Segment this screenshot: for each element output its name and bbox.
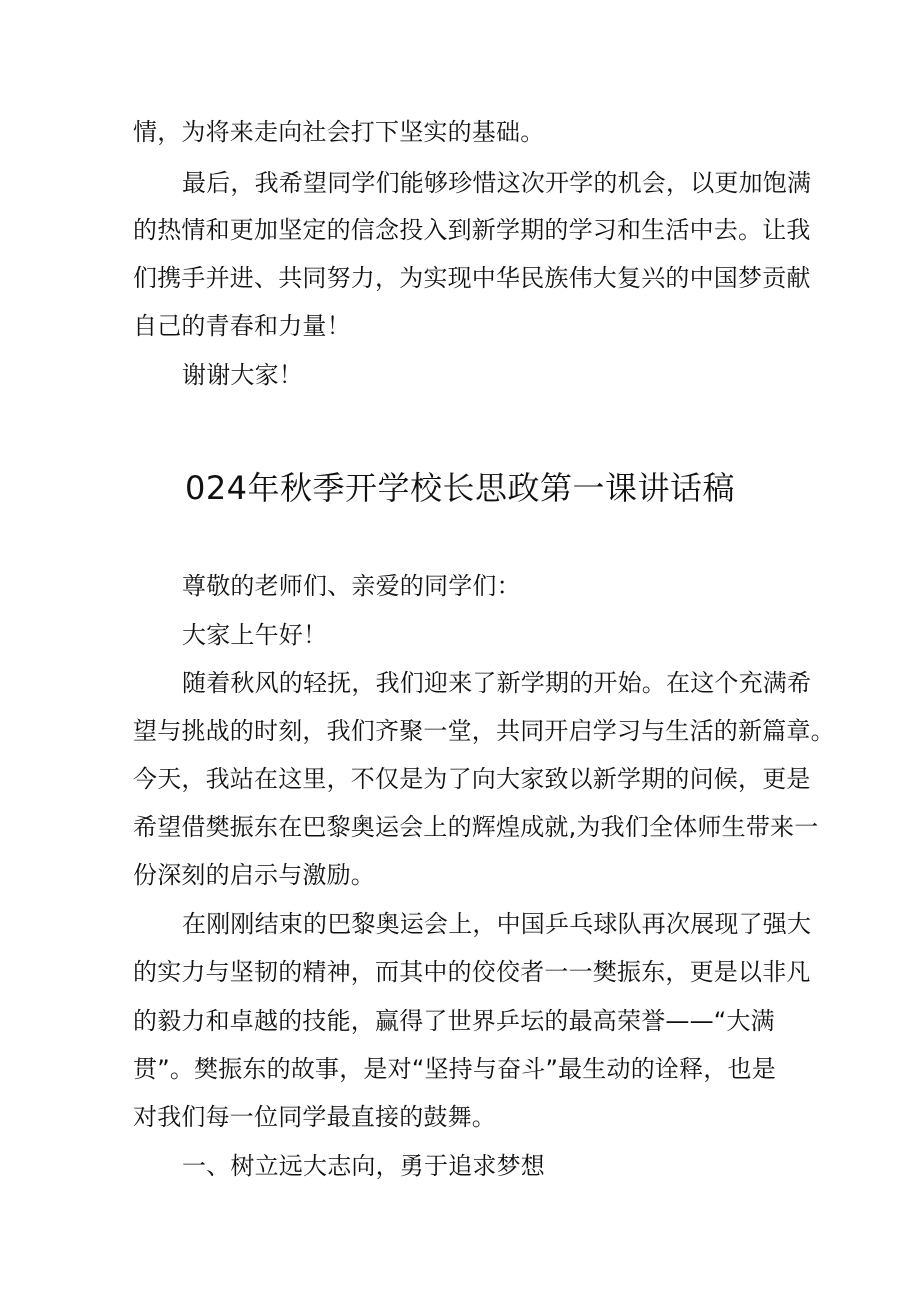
paragraph-line: 的热情和更加坚定的信念投入到新学期的学习和生活中去。让我: [133, 216, 811, 244]
paragraph-line: 份深刻的启示与激励。: [133, 861, 375, 889]
paragraph-line: 今天，我站在这里，不仅是为了向大家致以新学期的问候，更是: [133, 765, 811, 793]
paragraph-line: 希望借樊振东在巴黎奥运会上的辉煌成就,为我们全体师生带来一: [133, 813, 819, 841]
paragraph-line: 自己的青春和力量！: [133, 312, 351, 340]
paragraph-line: 情，为将来走向社会打下坚实的基础。: [133, 118, 545, 146]
paragraph-line: 对我们每一位同学最直接的鼓舞。: [133, 1103, 496, 1131]
section-heading: 一、树立远大志向，勇于追求梦想: [182, 1152, 545, 1180]
greeting-line: 大家上午好！: [182, 621, 328, 649]
paragraph-line: 随着秋风的轻抚，我们迎来了新学期的开始。在这个充满希: [182, 669, 812, 697]
paragraph-line: 望与挑战的时刻，我们齐聚一堂，共同开启学习与生活的新篇章。: [133, 717, 835, 745]
paragraph-line: 的实力与坚韧的精神，而其中的佼佼者一一樊振东，更是以非凡: [133, 958, 811, 986]
paragraph-line: 贯”。樊振东的故事，是对“坚持与奋斗”最生动的诠释，也是: [133, 1055, 776, 1083]
salutation-line: 尊敬的老师们、亲爱的同学们：: [182, 572, 521, 600]
paragraph-line: 谢谢大家！: [182, 361, 303, 389]
document-title: 024年秋季开学校长思政第一课讲话稿: [184, 469, 736, 507]
paragraph-line: 的毅力和卓越的技能，赢得了世界乒坛的最高荣誉——“大满: [133, 1007, 775, 1035]
paragraph-line: 最后，我希望同学们能够珍惜这次开学的机会，以更加饱满: [182, 169, 812, 197]
paragraph-line: 在刚刚结束的巴黎奥运会上，中国乒乓球队再次展现了强大: [182, 910, 812, 938]
paragraph-line: 们携手并进、共同努力，为实现中华民族伟大复兴的中国梦贡献: [133, 264, 811, 292]
